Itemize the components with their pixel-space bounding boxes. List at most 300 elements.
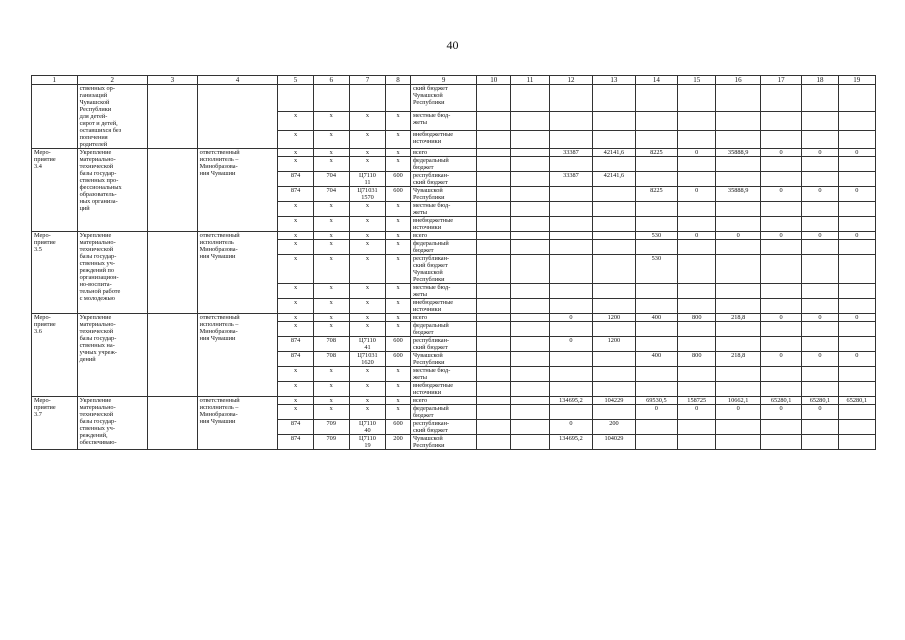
- value-cell: [635, 322, 677, 337]
- value-cell: [678, 322, 716, 337]
- code-grbs: 874: [278, 435, 313, 450]
- value-cell: [760, 157, 801, 172]
- column-number: 1: [32, 76, 78, 85]
- value-cell: [716, 172, 761, 187]
- value-cell: [511, 255, 549, 284]
- value-cell: [716, 284, 761, 299]
- value-cell: [635, 382, 677, 397]
- value-cell: [802, 240, 838, 255]
- value-cell: [635, 240, 677, 255]
- code-rzpr: x: [313, 202, 349, 217]
- column-number: 8: [386, 76, 411, 85]
- value-cell: [477, 435, 511, 450]
- value-cell: 0: [716, 232, 761, 240]
- value-cell: [802, 299, 838, 314]
- executor-cell: ответственный исполнитель Минобразова- ния Чувашии: [197, 232, 278, 314]
- value-cell: 400: [635, 352, 677, 367]
- table-row: [32, 232, 876, 240]
- value-cell: [760, 130, 801, 148]
- value-cell: [635, 284, 677, 299]
- value-cell: [477, 367, 511, 382]
- measure-name-cell: Укрепление материально- технической базы государ- ственных про- фессиональных образователь- ных организа- ций: [77, 149, 147, 232]
- value-cell: [716, 322, 761, 337]
- column-number: 11: [511, 76, 549, 85]
- value-cell: [716, 420, 761, 435]
- value-cell: 104029: [593, 435, 635, 450]
- value-cell: [760, 367, 801, 382]
- value-cell: [760, 299, 801, 314]
- value-cell: [511, 352, 549, 367]
- value-cell: 0: [678, 232, 716, 240]
- funding-source: местные бюд- жеты: [410, 202, 476, 217]
- code-vr: x: [386, 255, 411, 284]
- column-number: 5: [278, 76, 313, 85]
- value-cell: 400: [635, 314, 677, 322]
- measure-name-cell: Укрепление материально- технической базы государ- ственных на- учных учреж- дений: [77, 314, 147, 397]
- code-rzpr: x: [313, 284, 349, 299]
- column-number: 12: [549, 76, 592, 85]
- funding-source: местные бюд- жеты: [410, 284, 476, 299]
- value-cell: [802, 337, 838, 352]
- value-cell: [511, 420, 549, 435]
- code-csr: x: [349, 322, 385, 337]
- funding-source: федеральный бюджет: [410, 405, 476, 420]
- value-cell: [760, 255, 801, 284]
- value-cell: [635, 367, 677, 382]
- budget-table: [31, 75, 876, 450]
- value-cell: [593, 322, 635, 337]
- value-cell: 33387: [549, 149, 592, 157]
- funding-source: всего: [410, 232, 476, 240]
- measure-name-cell: ственных ор- ганизаций Чувашской Республики для детей- сирот и детей, оставшихся без попечения родителей: [77, 85, 147, 149]
- code-vr: x: [386, 382, 411, 397]
- value-cell: [838, 382, 875, 397]
- value-cell: 800: [678, 352, 716, 367]
- value-cell: [838, 217, 875, 232]
- value-cell: [549, 85, 592, 112]
- value-cell: [477, 405, 511, 420]
- code-rzpr: x: [313, 157, 349, 172]
- code-grbs: x: [278, 367, 313, 382]
- value-cell: [678, 85, 716, 112]
- code-vr: x: [386, 217, 411, 232]
- code-vr: 200: [386, 435, 411, 450]
- value-cell: [593, 157, 635, 172]
- column-number: 6: [313, 76, 349, 85]
- code-csr: Ц71031 1570: [349, 187, 385, 202]
- code-vr: 600: [386, 337, 411, 352]
- measure-id-cell: Меро- приятие 3.7: [32, 397, 78, 450]
- value-cell: [593, 284, 635, 299]
- value-cell: [593, 202, 635, 217]
- code-grbs: x: [278, 405, 313, 420]
- funding-source: ский бюджет Чувашской Республики: [410, 85, 476, 112]
- value-cell: [477, 397, 511, 405]
- code-vr: x: [386, 157, 411, 172]
- value-cell: [678, 112, 716, 130]
- funding-source: республикан- ский бюджет: [410, 172, 476, 187]
- column-number: 4: [197, 76, 278, 85]
- value-cell: [477, 240, 511, 255]
- page-number: 40: [446, 38, 459, 52]
- code-csr: x: [349, 232, 385, 240]
- col3-cell: [147, 314, 197, 397]
- value-cell: [511, 397, 549, 405]
- value-cell: [678, 217, 716, 232]
- code-csr: x: [349, 202, 385, 217]
- value-cell: [477, 284, 511, 299]
- code-csr: [349, 85, 385, 112]
- value-cell: [511, 130, 549, 148]
- value-cell: [593, 255, 635, 284]
- value-cell: [635, 85, 677, 112]
- column-number: 16: [716, 76, 761, 85]
- value-cell: [760, 435, 801, 450]
- value-cell: [511, 322, 549, 337]
- executor-cell: ответственный исполнитель – Минобразова- ния Чувашии: [197, 314, 278, 397]
- code-csr: x: [349, 157, 385, 172]
- value-cell: [716, 85, 761, 112]
- value-cell: [593, 130, 635, 148]
- column-number: 13: [593, 76, 635, 85]
- value-cell: [477, 322, 511, 337]
- value-cell: [635, 299, 677, 314]
- value-cell: 0: [838, 352, 875, 367]
- value-cell: [838, 405, 875, 420]
- value-cell: 1200: [593, 337, 635, 352]
- value-cell: [802, 130, 838, 148]
- value-cell: 0: [760, 187, 801, 202]
- value-cell: 65280,1: [802, 397, 838, 405]
- value-cell: [635, 130, 677, 148]
- value-cell: [549, 130, 592, 148]
- executor-cell: ответственный исполнитель – Минобразова- ния Чувашии: [197, 397, 278, 450]
- value-cell: [549, 240, 592, 255]
- value-cell: [511, 314, 549, 322]
- header-row: [32, 76, 876, 85]
- table-row: [32, 149, 876, 157]
- value-cell: 0: [802, 187, 838, 202]
- code-rzpr: 709: [313, 420, 349, 435]
- value-cell: [593, 85, 635, 112]
- value-cell: 65280,1: [838, 397, 875, 405]
- value-cell: [716, 337, 761, 352]
- value-cell: 42141,6: [593, 172, 635, 187]
- value-cell: [716, 130, 761, 148]
- value-cell: [838, 202, 875, 217]
- value-cell: [593, 405, 635, 420]
- value-cell: 530: [635, 255, 677, 284]
- value-cell: [838, 284, 875, 299]
- value-cell: 0: [678, 405, 716, 420]
- value-cell: [511, 299, 549, 314]
- value-cell: [678, 157, 716, 172]
- table-row: [32, 85, 876, 112]
- code-rzpr: x: [313, 149, 349, 157]
- value-cell: [838, 255, 875, 284]
- value-cell: [549, 352, 592, 367]
- code-rzpr: 704: [313, 172, 349, 187]
- column-number: 19: [838, 76, 875, 85]
- value-cell: 8225: [635, 187, 677, 202]
- value-cell: [549, 284, 592, 299]
- value-cell: [593, 112, 635, 130]
- value-cell: [635, 420, 677, 435]
- code-csr: x: [349, 149, 385, 157]
- column-number: 9: [410, 76, 476, 85]
- table-row: [32, 397, 876, 405]
- code-csr: Ц7110 19: [349, 435, 385, 450]
- value-cell: [477, 382, 511, 397]
- column-number: 18: [802, 76, 838, 85]
- code-grbs: x: [278, 284, 313, 299]
- value-cell: [477, 149, 511, 157]
- value-cell: [838, 420, 875, 435]
- value-cell: 69530,5: [635, 397, 677, 405]
- funding-source: республикан- ский бюджет: [410, 337, 476, 352]
- code-csr: Ц7110 40: [349, 420, 385, 435]
- col3-cell: [147, 232, 197, 314]
- code-vr: 600: [386, 187, 411, 202]
- value-cell: [838, 157, 875, 172]
- code-vr: 600: [386, 420, 411, 435]
- code-rzpr: x: [313, 397, 349, 405]
- value-cell: 800: [678, 314, 716, 322]
- value-cell: [838, 85, 875, 112]
- funding-source: республикан- ский бюджет Чувашской Республики: [410, 255, 476, 284]
- funding-source: Чувашской Республики: [410, 352, 476, 367]
- code-rzpr: x: [313, 382, 349, 397]
- code-csr: Ц7110 41: [349, 337, 385, 352]
- code-vr: x: [386, 367, 411, 382]
- value-cell: 0: [838, 187, 875, 202]
- code-vr: x: [386, 149, 411, 157]
- value-cell: [802, 202, 838, 217]
- value-cell: 0: [760, 314, 801, 322]
- value-cell: [593, 187, 635, 202]
- value-cell: [549, 299, 592, 314]
- value-cell: [802, 435, 838, 450]
- code-rzpr: 708: [313, 337, 349, 352]
- value-cell: 0: [802, 352, 838, 367]
- value-cell: [760, 284, 801, 299]
- funding-source: республикан- ский бюджет: [410, 420, 476, 435]
- code-csr: x: [349, 405, 385, 420]
- value-cell: [678, 337, 716, 352]
- value-cell: [477, 232, 511, 240]
- code-vr: x: [386, 299, 411, 314]
- funding-source: федеральный бюджет: [410, 322, 476, 337]
- value-cell: [477, 314, 511, 322]
- value-cell: [477, 112, 511, 130]
- value-cell: [678, 284, 716, 299]
- code-vr: x: [386, 397, 411, 405]
- value-cell: [838, 112, 875, 130]
- code-csr: Ц71031 1620: [349, 352, 385, 367]
- code-grbs: x: [278, 202, 313, 217]
- value-cell: [549, 367, 592, 382]
- value-cell: [716, 240, 761, 255]
- value-cell: [635, 112, 677, 130]
- value-cell: [678, 367, 716, 382]
- value-cell: [838, 322, 875, 337]
- value-cell: [511, 217, 549, 232]
- value-cell: 0: [802, 405, 838, 420]
- value-cell: [477, 420, 511, 435]
- value-cell: [549, 232, 592, 240]
- value-cell: 0: [802, 314, 838, 322]
- value-cell: [716, 299, 761, 314]
- value-cell: 530: [635, 232, 677, 240]
- value-cell: [511, 382, 549, 397]
- value-cell: [760, 85, 801, 112]
- value-cell: [760, 420, 801, 435]
- value-cell: [635, 435, 677, 450]
- value-cell: 0: [549, 337, 592, 352]
- value-cell: [716, 255, 761, 284]
- value-cell: [838, 367, 875, 382]
- value-cell: [635, 157, 677, 172]
- code-vr: [386, 85, 411, 112]
- executor-cell: [197, 85, 278, 149]
- value-cell: 200: [593, 420, 635, 435]
- col3-cell: [147, 149, 197, 232]
- funding-source: внебюджетные источники: [410, 299, 476, 314]
- value-cell: [477, 172, 511, 187]
- code-grbs: x: [278, 232, 313, 240]
- value-cell: 35888,9: [716, 187, 761, 202]
- value-cell: [716, 112, 761, 130]
- code-rzpr: x: [313, 112, 349, 130]
- table-row: [32, 314, 876, 322]
- code-grbs: [278, 85, 313, 112]
- code-grbs: x: [278, 397, 313, 405]
- funding-source: внебюджетные источники: [410, 382, 476, 397]
- value-cell: [549, 322, 592, 337]
- value-cell: 0: [760, 352, 801, 367]
- value-cell: [549, 405, 592, 420]
- code-csr: x: [349, 314, 385, 322]
- value-cell: [511, 405, 549, 420]
- funding-source: местные бюд- жеты: [410, 112, 476, 130]
- code-vr: 600: [386, 172, 411, 187]
- code-rzpr: x: [313, 255, 349, 284]
- code-grbs: 874: [278, 172, 313, 187]
- value-cell: [635, 217, 677, 232]
- value-cell: [511, 85, 549, 112]
- value-cell: 1200: [593, 314, 635, 322]
- code-csr: x: [349, 130, 385, 148]
- code-rzpr: x: [313, 314, 349, 322]
- value-cell: 0: [760, 405, 801, 420]
- value-cell: [593, 352, 635, 367]
- value-cell: [593, 299, 635, 314]
- code-grbs: x: [278, 149, 313, 157]
- column-number: 15: [678, 76, 716, 85]
- value-cell: [838, 299, 875, 314]
- value-cell: [838, 337, 875, 352]
- column-number: 7: [349, 76, 385, 85]
- code-grbs: x: [278, 217, 313, 232]
- value-cell: 65280,1: [760, 397, 801, 405]
- funding-source: всего: [410, 149, 476, 157]
- value-cell: [760, 382, 801, 397]
- value-cell: [716, 435, 761, 450]
- code-grbs: 874: [278, 420, 313, 435]
- value-cell: [635, 172, 677, 187]
- funding-source: Чувашской Республики: [410, 187, 476, 202]
- value-cell: 158725: [678, 397, 716, 405]
- column-number: 10: [477, 76, 511, 85]
- value-cell: 218,8: [716, 352, 761, 367]
- value-cell: [760, 202, 801, 217]
- value-cell: [477, 255, 511, 284]
- code-vr: x: [386, 405, 411, 420]
- value-cell: [716, 202, 761, 217]
- value-cell: [838, 435, 875, 450]
- value-cell: [635, 202, 677, 217]
- code-grbs: x: [278, 112, 313, 130]
- value-cell: 0: [678, 149, 716, 157]
- measure-id-cell: Меро- приятие 3.4: [32, 149, 78, 232]
- code-grbs: x: [278, 322, 313, 337]
- code-vr: x: [386, 202, 411, 217]
- value-cell: [678, 130, 716, 148]
- value-cell: [760, 322, 801, 337]
- value-cell: [549, 112, 592, 130]
- code-rzpr: x: [313, 240, 349, 255]
- value-cell: [511, 172, 549, 187]
- value-cell: [678, 435, 716, 450]
- code-rzpr: x: [313, 367, 349, 382]
- value-cell: [802, 172, 838, 187]
- value-cell: [477, 352, 511, 367]
- code-csr: x: [349, 397, 385, 405]
- value-cell: 0: [716, 405, 761, 420]
- column-number: 3: [147, 76, 197, 85]
- code-rzpr: 708: [313, 352, 349, 367]
- code-vr: x: [386, 314, 411, 322]
- value-cell: [802, 420, 838, 435]
- funding-source: Чувашской Республики: [410, 435, 476, 450]
- value-cell: [802, 217, 838, 232]
- value-cell: [477, 217, 511, 232]
- value-cell: [716, 367, 761, 382]
- value-cell: [511, 284, 549, 299]
- value-cell: 0: [802, 232, 838, 240]
- value-cell: [802, 255, 838, 284]
- value-cell: [716, 382, 761, 397]
- value-cell: [838, 240, 875, 255]
- value-cell: [760, 217, 801, 232]
- column-number: 2: [77, 76, 147, 85]
- col3-cell: [147, 397, 197, 450]
- value-cell: [802, 112, 838, 130]
- code-rzpr: x: [313, 130, 349, 148]
- value-cell: [549, 382, 592, 397]
- value-cell: [678, 299, 716, 314]
- funding-source: внебюджетные источники: [410, 217, 476, 232]
- value-cell: [678, 382, 716, 397]
- value-cell: [760, 337, 801, 352]
- executor-cell: ответственный исполнитель – Минобразова- ния Чувашии: [197, 149, 278, 232]
- value-cell: [511, 187, 549, 202]
- value-cell: [511, 112, 549, 130]
- code-grbs: x: [278, 240, 313, 255]
- value-cell: [838, 130, 875, 148]
- value-cell: 10662,1: [716, 397, 761, 405]
- value-cell: 0: [635, 405, 677, 420]
